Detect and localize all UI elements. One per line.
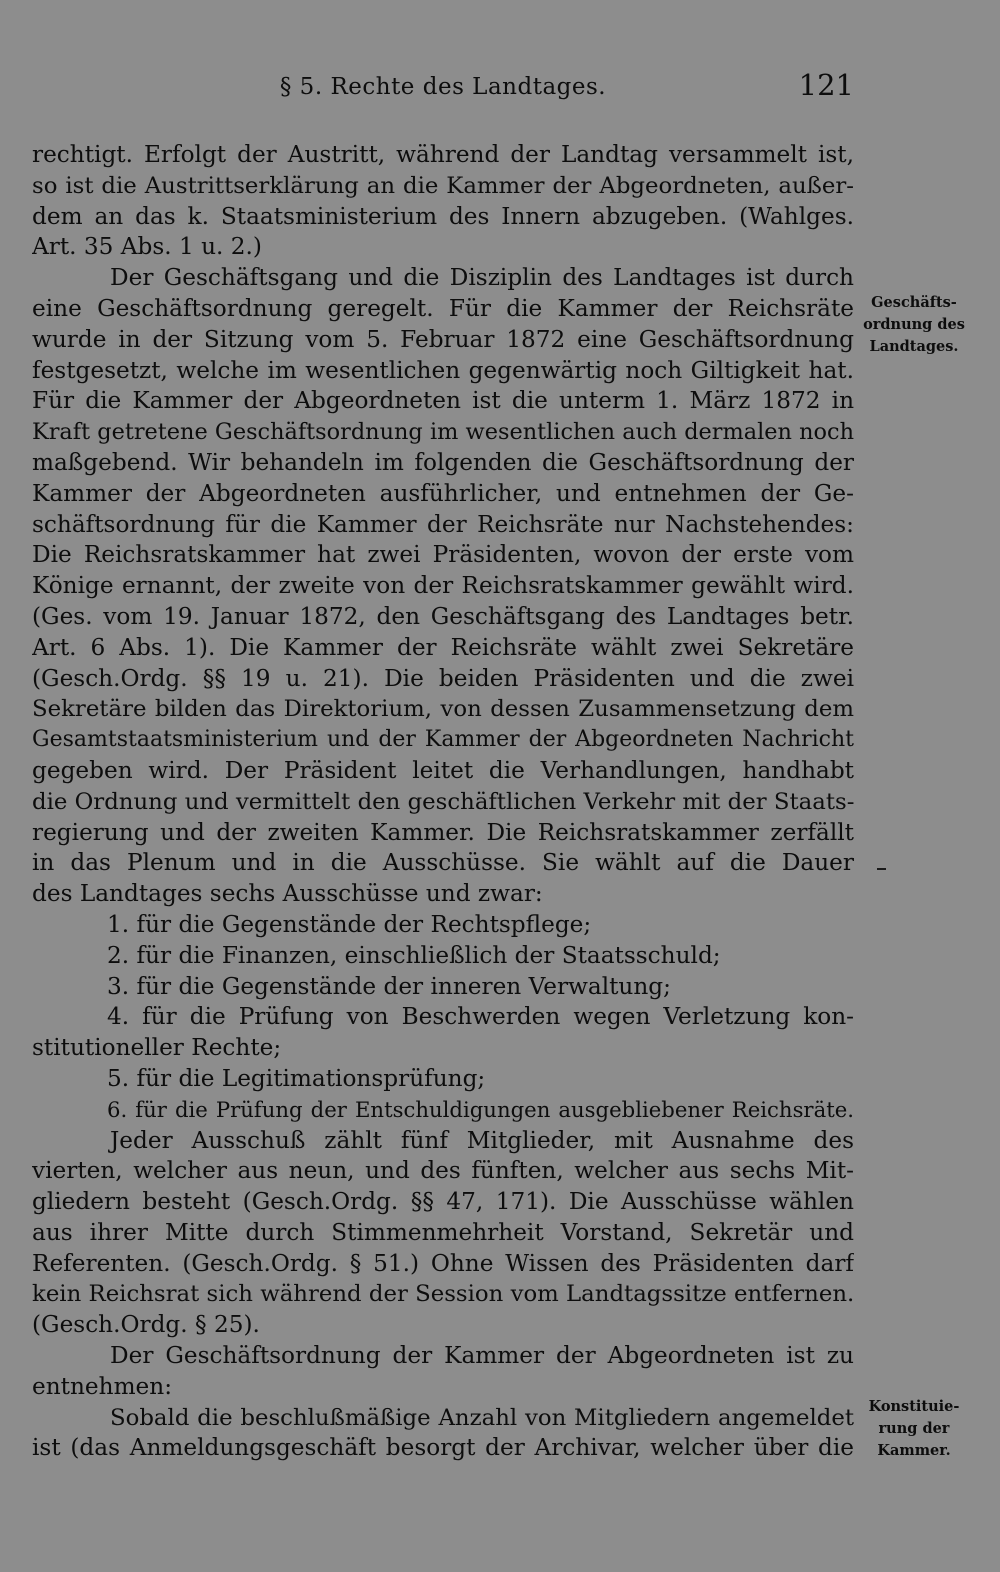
text-line: kein Reichsrat sich während der Session vom Landtagssitze entfernen. [32, 1281, 854, 1308]
text-line: Jeder Ausschuß zählt fünf Mitglieder, mit Ausnahme des [110, 1126, 854, 1154]
text-line: Referenten. (Gesch.Ordg. § 51.) Ohne Wissen des Präsidenten darf [32, 1249, 854, 1277]
text-line: Sekretäre bilden das Direktorium, von dessen Zusammensetzung dem [32, 696, 854, 723]
text-line: ist (das Anmeldungsgeschäft besorgt der Archivar, welcher über die [32, 1434, 854, 1462]
text-line: rechtigt. Erfolgt der Austritt, während der Landtag versammelt ist, [32, 141, 854, 168]
margin-note-line: ordnung des [863, 316, 965, 333]
running-title: § 5. Rechte des Landtages. [279, 74, 607, 100]
margin-note-constitution-of-chamber [862, 1396, 966, 1462]
text-line: in das Plenum und in die Ausschüsse. Sie wählt auf die Dauer [32, 849, 854, 877]
list-item: 3. für die Gegenstände der inneren Verwaltung; [107, 972, 671, 1000]
text-line: Für die Kammer der Abgeordneten ist die unterm 1. März 1872 in [32, 387, 854, 415]
text-line: so ist die Austrittserklärung an die Kammer der Abgeordneten, außer- [32, 172, 854, 199]
text-line: des Landtages sechs Ausschüsse und zwar: [32, 880, 543, 908]
text-line: die Ordnung und vermittelt den geschäftlichen Verkehr mit der Staats- [32, 788, 854, 815]
text-line: (Gesch.Ordg. §§ 19 u. 21). Die beiden Präsidenten und die zwei [32, 664, 854, 692]
text-line: Kammer der Abgeordneten ausführlicher, und entnehmen der Ge- [32, 479, 854, 507]
text-line: festgesetzt, welche im wesentlichen gegenwärtig noch Giltigkeit hat. [32, 356, 854, 384]
text-line: Gesamtstaatsministerium und der Kammer der Abgeordneten Nachricht [32, 727, 854, 753]
margin-note-line: Geschäfts- [871, 294, 957, 311]
text-line: Kraft getretene Geschäftsordnung im wesentlichen auch dermalen noch [32, 419, 854, 446]
text-line: eine Geschäftsordnung geregelt. Für die Kammer der Reichsräte [32, 294, 854, 322]
text-line: Könige ernannt, der zweite von der Reichsratskammer gewählt wird. [32, 572, 854, 600]
margin-note-line: rung der [878, 1420, 950, 1437]
body-text [32, 140, 854, 1464]
text-line: wurde in der Sitzung vom 5. Februar 1872 eine Geschäftsordnung [32, 325, 854, 353]
margin-note-line: Konstituie- [868, 1398, 960, 1415]
margin-note-line: Kammer. [877, 1442, 951, 1459]
text-line: dem an das k. Staatsministerium des Innern abzugeben. (Wahlges. [32, 202, 854, 230]
margin-note-rules-of-procedure [862, 292, 966, 358]
page-header [32, 68, 854, 108]
text-line: Die Reichsratskammer hat zwei Präsidenten, wovon der erste vom [32, 541, 854, 569]
text-line: gegeben wird. Der Präsident leitet die Verhandlungen, handhabt [32, 756, 854, 784]
text-line: Der Geschäftsordnung der Kammer der Abgeordneten ist zu [110, 1342, 854, 1370]
margin-note-line: Landtages. [869, 338, 959, 355]
text-line: vierten, welcher aus neun, und des fünften, welcher aus sechs Mit- [32, 1157, 854, 1185]
text-line: regierung und der zweiten Kammer. Die Reichsratskammer zerfällt [32, 818, 854, 846]
text-line: (Gesch.Ordg. § 25). [32, 1311, 260, 1339]
text-line: Sobald die beschlußmäßige Anzahl von Mitgliedern angemeldet [110, 1404, 854, 1431]
page-number: 121 [798, 68, 854, 102]
text-line: (Ges. vom 19. Januar 1872, den Geschäftsgang des Landtages betr. [32, 602, 854, 630]
margin-dash [877, 868, 886, 870]
text-line: maßgebend. Wir behandeln im folgenden die Geschäftsordnung der [32, 448, 854, 476]
text-line: schäftsordnung für die Kammer der Reichsräte nur Nachstehendes: [32, 510, 854, 538]
text-line: Der Geschäftsgang und die Disziplin des Landtages ist durch [110, 264, 854, 292]
list-item: 1. für die Gegenstände der Rechtspflege; [107, 910, 592, 938]
text-line: entnehmen: [32, 1372, 173, 1400]
text-line: Art. 6 Abs. 1). Die Kammer der Reichsräte wählt zwei Sekretäre [32, 633, 854, 661]
text-line: gliedern besteht (Gesch.Ordg. §§ 47, 171). Die Ausschüsse wählen [32, 1188, 854, 1216]
text-line: Art. 35 Abs. 1 u. 2.) [32, 233, 262, 261]
list-item: 4. für die Prüfung von Beschwerden wegen Verletzung kon- [107, 1003, 854, 1031]
list-item: 6. für die Prüfung der Entschuldigungen ausgebliebener Reichsräte. [107, 1096, 854, 1122]
list-item: 2. für die Finanzen, einschließlich der Staatsschuld; [107, 941, 721, 969]
list-item: 5. für die Legitimationsprüfung; [107, 1064, 486, 1092]
text-line: stitutioneller Rechte; [32, 1034, 282, 1062]
text-line: aus ihrer Mitte durch Stimmenmehrheit Vorstand, Sekretär und [32, 1218, 854, 1246]
